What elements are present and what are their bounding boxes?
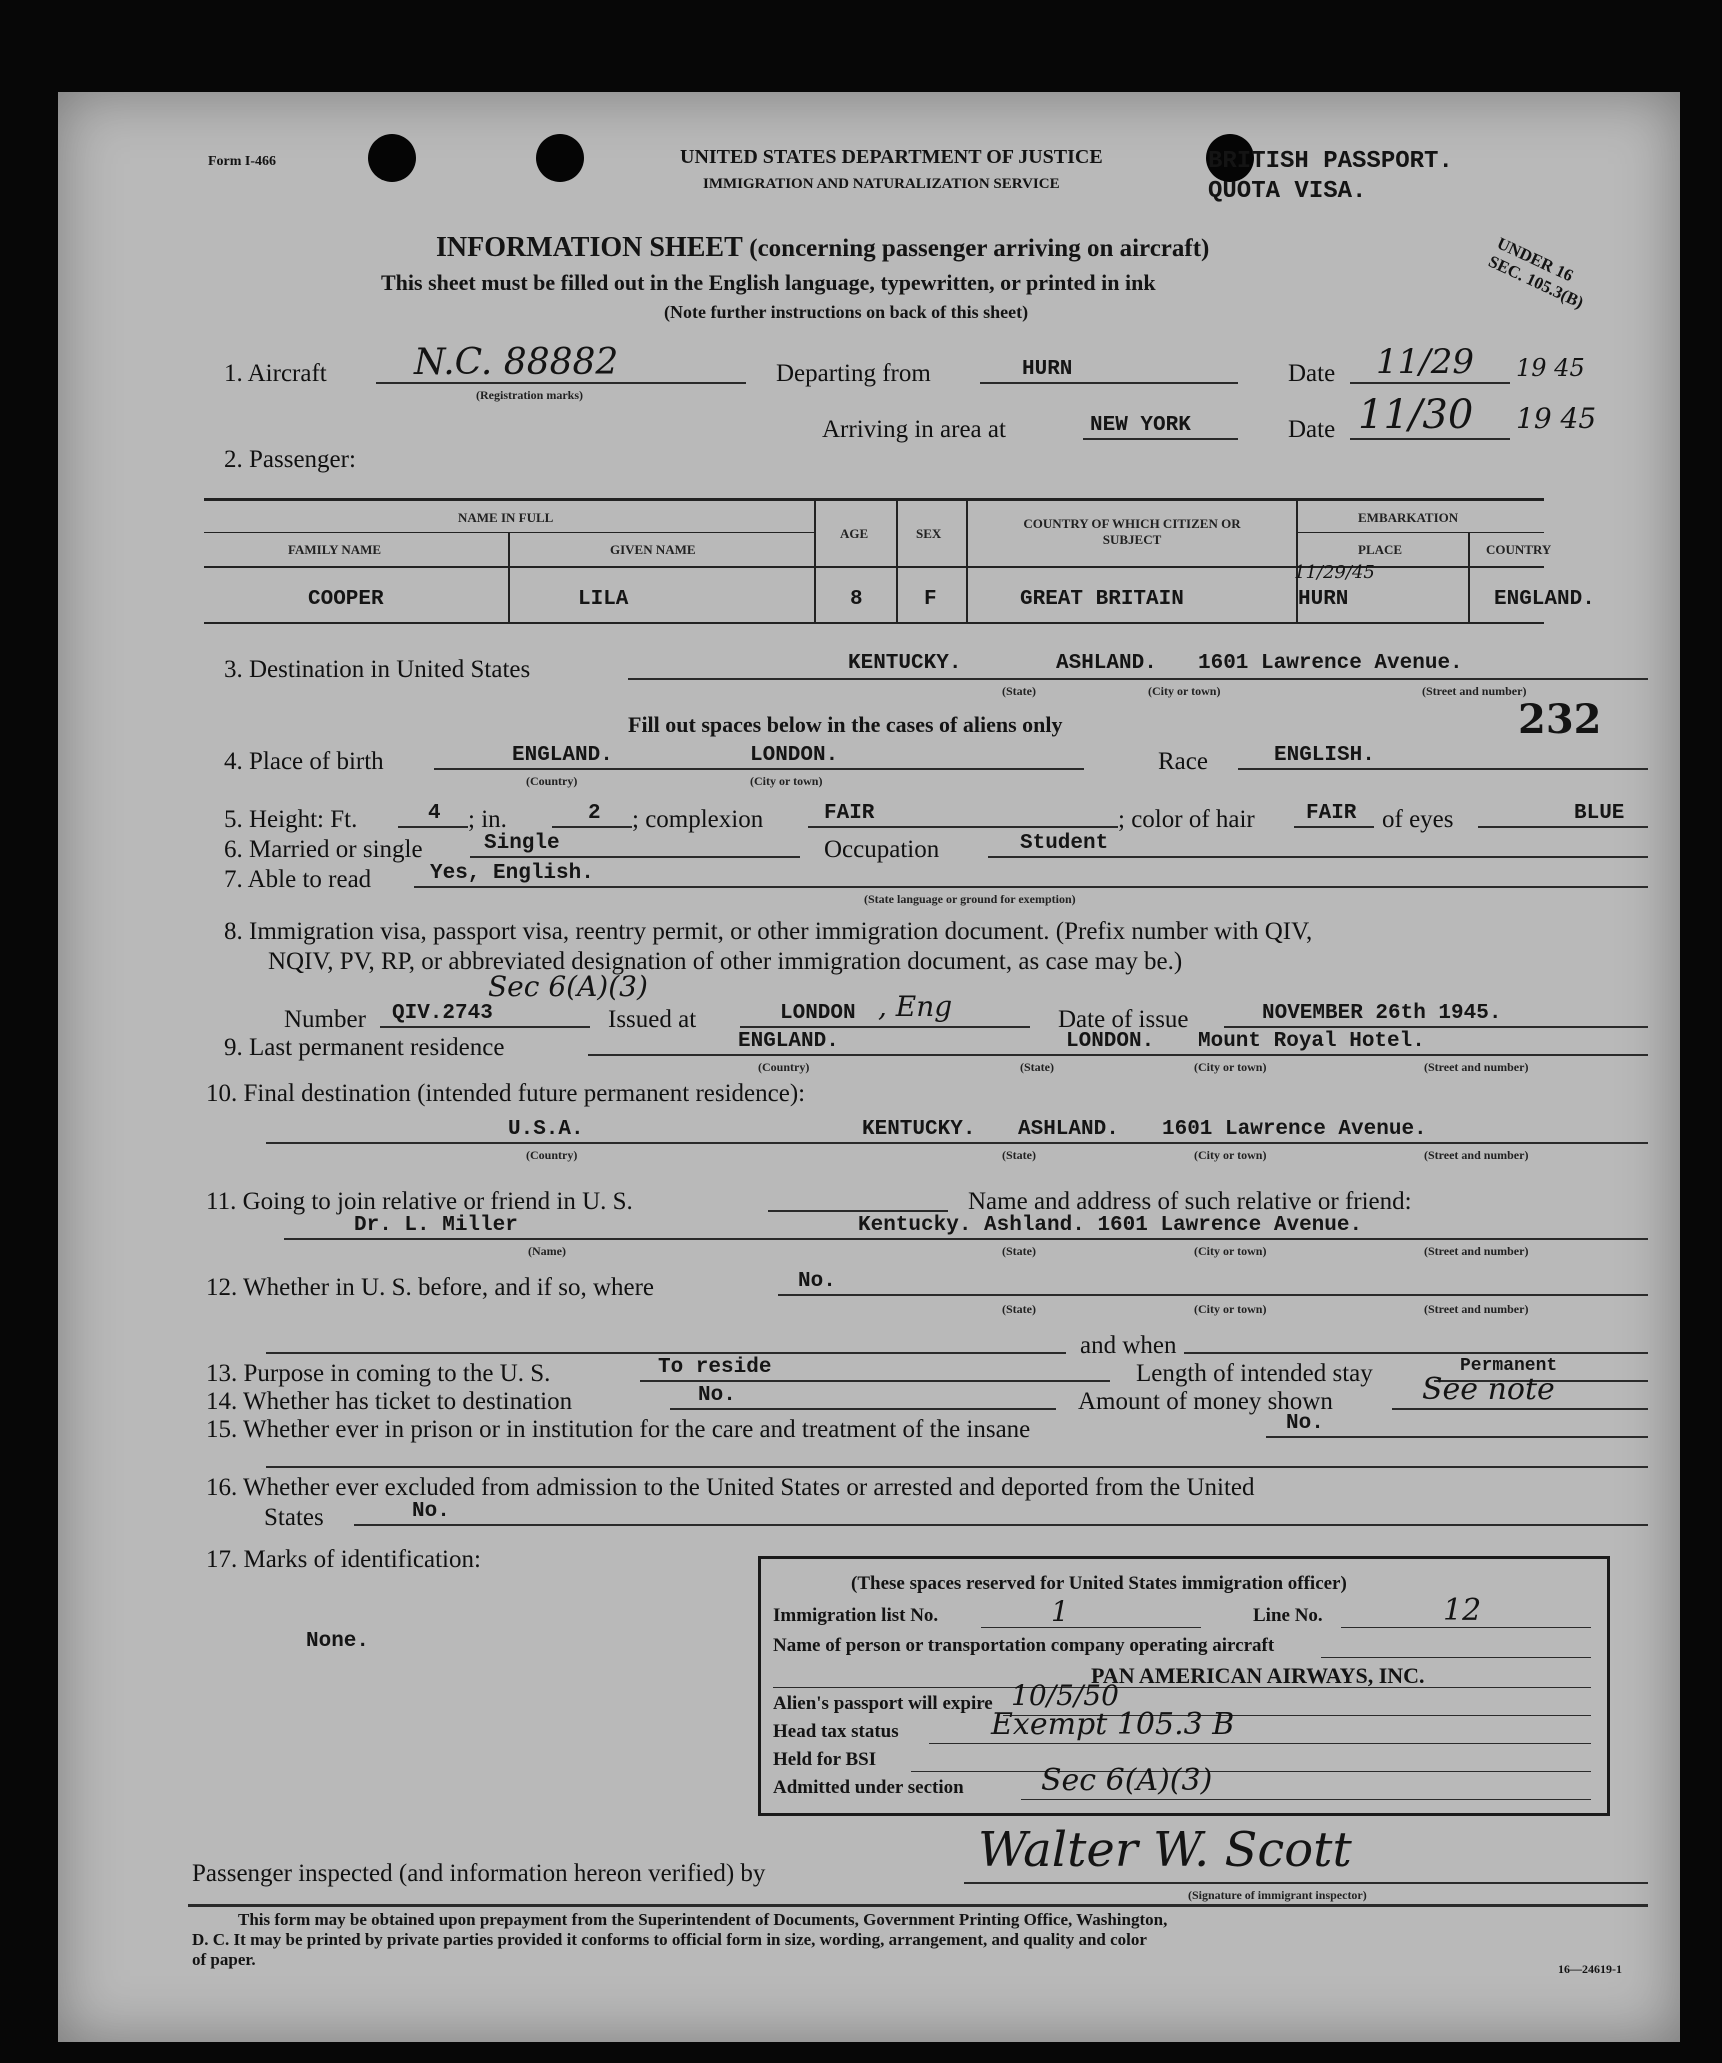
birth-country: ENGLAND. [512, 744, 613, 767]
arriving-label: Arriving in area at [822, 416, 1006, 443]
tax-label: Head tax status [773, 1721, 899, 1742]
q5-label: 5. Height: Ft. [224, 806, 358, 833]
residence-country: ENGLAND. [738, 1030, 839, 1053]
res-cap-street: (Street and number) [1424, 1060, 1529, 1074]
inspection-label: Passenger inspected (and information hereon verified) by [192, 1860, 766, 1887]
res-cap-city: (City or town) [1194, 1060, 1267, 1074]
final-cap-city: (City or town) [1194, 1148, 1267, 1162]
height-ft: 4 [428, 802, 441, 825]
aircraft-value: N.C. 88882 [414, 342, 619, 383]
height-in-label: ; in. [468, 806, 507, 833]
q14-line [670, 1408, 1056, 1410]
occupation-value: Student [1020, 832, 1109, 855]
final-state: KENTUCKY. [862, 1118, 976, 1141]
dest-line [628, 678, 1648, 680]
relative-label: Name and address of such relative or friend: [968, 1188, 1412, 1215]
operator-label: Name of person or transportation company operating aircraft [773, 1635, 1275, 1656]
table-col [508, 532, 510, 622]
bsi-line [911, 1771, 1591, 1772]
q2-label: 2. Passenger: [224, 446, 356, 473]
q1-label: 1. Aircraft [224, 360, 327, 387]
final-cap-country: (Country) [526, 1148, 578, 1162]
expire-label: Alien's passport will expire [773, 1693, 993, 1714]
final-city: ASHLAND. [1018, 1118, 1119, 1141]
departing-line [980, 382, 1238, 384]
dest-state: KENTUCKY. [848, 652, 962, 675]
final-country: U.S.A. [508, 1118, 584, 1141]
bsi-label: Held for BSI [773, 1749, 877, 1770]
q12-label: 12. Whether in U. S. before, and if so, where [206, 1274, 655, 1301]
dest-cap-state: (State) [1002, 684, 1036, 698]
q12-cap-street: (Street and number) [1424, 1302, 1529, 1316]
q12-line2 [266, 1352, 1066, 1354]
res-cap-state: (State) [1020, 1060, 1054, 1074]
table-top-rule [204, 498, 1544, 501]
q17-value: None. [306, 1630, 370, 1653]
doc-number: QIV.2743 [392, 1002, 493, 1025]
list-value: 1 [1051, 1595, 1069, 1628]
title-note: (Note further instructions on back of this sheet) [664, 302, 1029, 322]
departing-label: Departing from [776, 360, 931, 387]
eyes-line [1478, 826, 1648, 828]
table-col [814, 498, 816, 622]
q16-line2: States [264, 1504, 324, 1531]
q15-line2 [266, 1466, 1648, 1468]
footer-line2: D. C. It may be printed by private parties provided it conforms to official form in size, wording, arrangement, and quality and color [192, 1930, 1147, 1949]
birth-cap-country: (Country) [526, 774, 578, 788]
form-id: Form I-466 [208, 154, 277, 169]
age-stamp: UNDER 16 SEC. 105.3(B) [1485, 233, 1587, 313]
th-country: COUNTRY OF WHICH CITIZEN OR SUBJECT [1023, 516, 1241, 547]
relative-line [284, 1238, 1648, 1240]
stamped-number: 232 [1518, 696, 1602, 743]
reg-caption: (Registration marks) [476, 388, 583, 402]
th-place: PLACE [1358, 542, 1403, 557]
race-line [1238, 768, 1648, 770]
dest-street: 1601 Lawrence Avenue. [1198, 652, 1463, 675]
hair-label: ; color of hair [1118, 806, 1255, 833]
relative-cap-state: (State) [1002, 1244, 1036, 1258]
height-ft-line [398, 826, 468, 828]
occupation-label: Occupation [824, 836, 940, 863]
operator-line2 [773, 1687, 1591, 1688]
q6-label: 6. Married or single [224, 836, 423, 863]
list-line [981, 1627, 1201, 1628]
quota-note: QUOTA VISA. [1208, 178, 1367, 205]
footer-code: 16—24619-1 [1558, 1962, 1622, 1976]
passport-note: BRITISH PASSPORT. [1208, 148, 1453, 175]
relative-addr: Kentucky. Ashland. 1601 Lawrence Avenue. [858, 1214, 1363, 1237]
occupation-line [988, 856, 1648, 858]
q14-value: No. [698, 1384, 736, 1407]
dep-date-line [1350, 382, 1510, 384]
q12-cap-city: (City or town) [1194, 1302, 1267, 1316]
money-value: See note [1422, 1372, 1555, 1407]
read-line [414, 886, 1648, 888]
money-label: Amount of money shown [1078, 1388, 1333, 1415]
tax-value: Exempt 105.3 B [991, 1707, 1235, 1742]
issued-hand: , Eng [878, 990, 953, 1023]
q15-line [1266, 1436, 1648, 1438]
and-when-label: and when [1080, 1332, 1177, 1359]
th-sex: SEX [916, 526, 942, 541]
q15-label: 15. Whether ever in prison or in institution for the care and treatment of the insane [206, 1416, 1031, 1443]
line-label: Line No. [1253, 1605, 1323, 1626]
dept-name: UNITED STATES DEPARTMENT OF JUSTICE [680, 146, 1103, 168]
final-cap-street: (Street and number) [1424, 1148, 1529, 1162]
q9-label: 9. Last permanent residence [224, 1034, 505, 1061]
final-cap-state: (State) [1002, 1148, 1036, 1162]
q8-hand: Sec 6(A)(3) [488, 970, 648, 1003]
residence-line [588, 1054, 1648, 1056]
q12-line [778, 1294, 1648, 1296]
line-no-line [1341, 1627, 1591, 1628]
eyes-label: of eyes [1382, 806, 1454, 833]
doi-line [1224, 1026, 1648, 1028]
stay-value: Permanent [1460, 1356, 1558, 1376]
dest-cap-city: (City or town) [1148, 684, 1221, 698]
line-value: 12 [1443, 1593, 1482, 1628]
table-col [966, 498, 968, 622]
q16-line1: 16. Whether ever excluded from admission to the United States or arrested and deported from the United [206, 1474, 1255, 1501]
q11-line [768, 1210, 948, 1212]
complexion-line [808, 826, 1118, 828]
q17-label: 17. Marks of identification: [206, 1546, 481, 1573]
form-sheet [58, 92, 1680, 2042]
table-emb-rule [1296, 532, 1544, 533]
admitted-value: Sec 6(A)(3) [1041, 1763, 1213, 1798]
aliens-note: Fill out spaces below in the cases of aliens only [628, 712, 1063, 737]
doc-number-label: Number [284, 1006, 366, 1033]
issued-line [740, 1026, 1030, 1028]
residence-city: LONDON. [1066, 1030, 1155, 1053]
title-paren: (concerning passenger arriving on aircraft) [749, 235, 1210, 262]
table-col [896, 498, 898, 622]
list-label: Immigration list No. [773, 1605, 939, 1626]
final-street: 1601 Lawrence Avenue. [1162, 1118, 1427, 1141]
footer-line3: of paper. [192, 1950, 256, 1969]
admitted-line [1021, 1799, 1591, 1800]
th-given: GIVEN NAME [610, 542, 696, 557]
q11-label: 11. Going to join relative or friend in U. S. [206, 1188, 633, 1215]
birth-city: LONDON. [750, 744, 839, 767]
residence-street: Mount Royal Hotel. [1198, 1030, 1425, 1053]
th-family: FAMILY NAME [288, 542, 382, 557]
birth-cap-city: (City or town) [750, 774, 823, 788]
signature-caption: (Signature of immigrant inspector) [1188, 1888, 1367, 1902]
departing-value: HURN [1022, 358, 1073, 381]
read-caption: (State language or ground for exemption) [864, 892, 1076, 906]
dest-cap-street: (Street and number) [1422, 684, 1527, 698]
title-line [436, 232, 1209, 264]
q15-value: No. [1286, 1412, 1324, 1435]
inspector-signature: Walter W. Scott [978, 1822, 1352, 1878]
birth-line [434, 768, 1084, 770]
th-emb-country: COUNTRY [1486, 542, 1552, 557]
eyes-value: BLUE [1574, 802, 1625, 825]
td-emb-country: ENGLAND. [1494, 588, 1595, 611]
relative-cap-name: (Name) [528, 1244, 566, 1258]
td-country: GREAT BRITAIN [1020, 588, 1184, 611]
stay-label: Length of intended stay [1136, 1360, 1373, 1387]
q8-line1: 8. Immigration visa, passport visa, reentry permit, or other immigration document. (Prefix number with QIV, [224, 918, 1313, 945]
title-instruction: This sheet must be filled out in the English language, typewritten, or printed in ink [381, 270, 1156, 295]
hair-value: FAIR [1306, 802, 1357, 825]
td-family: COOPER [308, 588, 384, 611]
signature-line [964, 1882, 1648, 1884]
q14-label: 14. Whether has ticket to destination [206, 1388, 573, 1415]
arr-year: 19 45 [1516, 402, 1597, 435]
dest-city: ASHLAND. [1056, 652, 1157, 675]
complexion-value: FAIR [824, 802, 875, 825]
doi-label: Date of issue [1058, 1006, 1189, 1033]
expire-value: 10/5/50 [1011, 1679, 1119, 1712]
read-value: Yes, English. [430, 862, 594, 885]
relative-name: Dr. L. Miller [354, 1214, 518, 1237]
q16-value: No. [412, 1500, 450, 1523]
title-main: INFORMATION SHEET [436, 232, 743, 263]
officer-title: (These spaces reserved for United States immigration officer) [851, 1573, 1347, 1594]
operator-value: PAN AMERICAN AIRWAYS, INC. [1091, 1663, 1425, 1688]
td-age: 8 [850, 588, 863, 611]
officer-box [758, 1556, 1610, 1816]
table-col [1468, 532, 1470, 622]
relative-cap-city: (City or town) [1194, 1244, 1267, 1258]
married-line [470, 856, 800, 858]
th-age: AGE [840, 526, 869, 541]
hair-line [1294, 826, 1374, 828]
arriving-value: NEW YORK [1090, 414, 1191, 437]
doc-number-line [380, 1026, 590, 1028]
relative-cap-street: (Street and number) [1424, 1244, 1529, 1258]
arr-date-value: 11/30 [1358, 392, 1474, 438]
q10-label: 10. Final destination (intended future permanent residence): [206, 1080, 806, 1107]
q13-label: 13. Purpose in coming to the U. S. [206, 1360, 551, 1387]
footer-line1: This form may be obtained upon prepayment from the Superintendent of Documents, Government Printing Office, Washington, [238, 1910, 1168, 1929]
final-line [266, 1142, 1648, 1144]
footer-rule [188, 1904, 1648, 1907]
th-name-in-full: NAME IN FULL [458, 510, 554, 525]
arr-date-label: Date [1288, 416, 1336, 443]
q12-cap-state: (State) [1002, 1302, 1036, 1316]
th-embarkation: EMBARKATION [1358, 510, 1459, 525]
height-in: 2 [588, 802, 601, 825]
admitted-label: Admitted under section [773, 1777, 964, 1798]
complexion-label: ; complexion [632, 806, 764, 833]
dep-date-label: Date [1288, 360, 1336, 387]
res-cap-country: (Country) [758, 1060, 810, 1074]
race-label: Race [1158, 748, 1208, 775]
punch-hole [536, 134, 584, 182]
doi-value: NOVEMBER 26th 1945. [1262, 1002, 1502, 1025]
arr-date-line [1350, 438, 1510, 440]
td-given: LILA [578, 588, 629, 611]
dep-year: 19 45 [1516, 354, 1585, 382]
table-bottom-rule [204, 622, 1544, 624]
married-value: Single [484, 832, 560, 855]
q13-value: To reside [658, 1356, 772, 1379]
dep-date-value: 11/29 [1376, 342, 1474, 382]
q13-line [640, 1380, 1110, 1382]
q4-label: 4. Place of birth [224, 748, 384, 775]
q16-line [354, 1524, 1648, 1526]
and-when-line [1184, 1352, 1648, 1354]
punch-hole [368, 134, 416, 182]
q7-label: 7. Able to read [224, 866, 372, 893]
height-in-line [552, 826, 632, 828]
issued-value: LONDON [780, 1002, 856, 1025]
money-line [1392, 1408, 1648, 1410]
td-hand-note: 11/29/45 [1294, 562, 1375, 583]
td-sex: F [924, 588, 937, 611]
race-value: ENGLISH. [1274, 744, 1375, 767]
arriving-line [1083, 438, 1238, 440]
service-name: IMMIGRATION AND NATURALIZATION SERVICE [703, 176, 1060, 192]
operator-line [1321, 1657, 1591, 1658]
issued-label: Issued at [608, 1006, 697, 1033]
q3-label: 3. Destination in United States [224, 656, 531, 683]
aircraft-line [376, 382, 746, 384]
td-place: HURN [1298, 588, 1349, 611]
q8-line2: NQIV, PV, RP, or abbreviated designation of other immigration document, as case may be.) [268, 948, 1183, 975]
tax-line [929, 1743, 1591, 1744]
q12-value: No. [798, 1270, 836, 1293]
